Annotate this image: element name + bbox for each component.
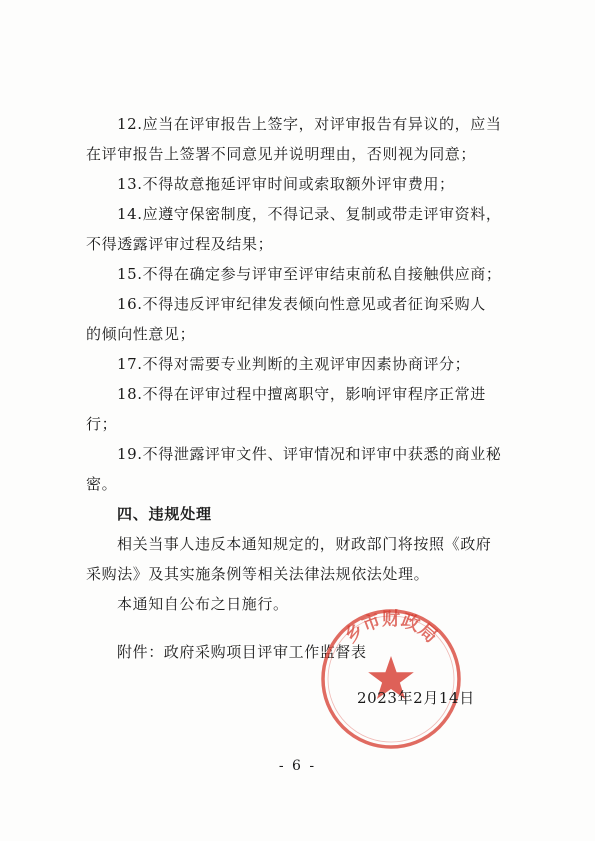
attachment-line: 附件：政府采购项目评审工作监督表 — [117, 643, 367, 661]
effective-date-statement: 本通知自公布之日施行。 — [117, 595, 289, 613]
section-heading-violations: 四、违规处理 — [117, 505, 212, 523]
item-12-line-2: 在评审报告上签署不同意见并说明理由，否则视为同意； — [86, 145, 477, 163]
violations-body-line-1: 相关当事人违反本通知规定的，财政部门将按照《政府 — [117, 535, 492, 553]
violations-body-line-2: 采购法》及其实施条例等相关法律法规依法处理。 — [86, 565, 430, 583]
item-19-line-2: 密。 — [86, 475, 118, 493]
item-17: 17.不得对需要专业判断的主观评审因素协商评分； — [117, 355, 471, 373]
official-seal — [316, 604, 466, 754]
item-16-line-1: 16.不得违反评审纪律发表倾向性意见或者征询采购人 — [117, 295, 486, 313]
item-14-line-2: 不得透露评审过程及结果； — [86, 235, 274, 253]
item-18-line-1: 18.不得在评审过程中擅离职守，影响评审程序正常进 — [117, 385, 486, 403]
item-13: 13.不得故意拖延评审时间或索取额外评审费用； — [117, 175, 455, 193]
seal-text: 乡市财政局 — [340, 609, 442, 648]
item-18-line-2: 行； — [86, 415, 118, 433]
issue-date: 2023年2月14日 — [357, 689, 475, 707]
item-15: 15.不得在确定参与评审至评审结束前私自接触供应商； — [117, 265, 502, 283]
item-16-line-2: 的倾向性意见； — [86, 325, 196, 343]
item-19-line-1: 19.不得泄露评审文件、评审情况和评审中获悉的商业秘 — [117, 445, 502, 463]
page-number: - 6 - — [278, 758, 317, 774]
item-12-line-1: 12.应当在评审报告上签字，对评审报告有异议的，应当 — [117, 115, 502, 133]
item-14-line-1: 14.应遵守保密制度，不得记录、复制或带走评审资料， — [117, 205, 502, 223]
